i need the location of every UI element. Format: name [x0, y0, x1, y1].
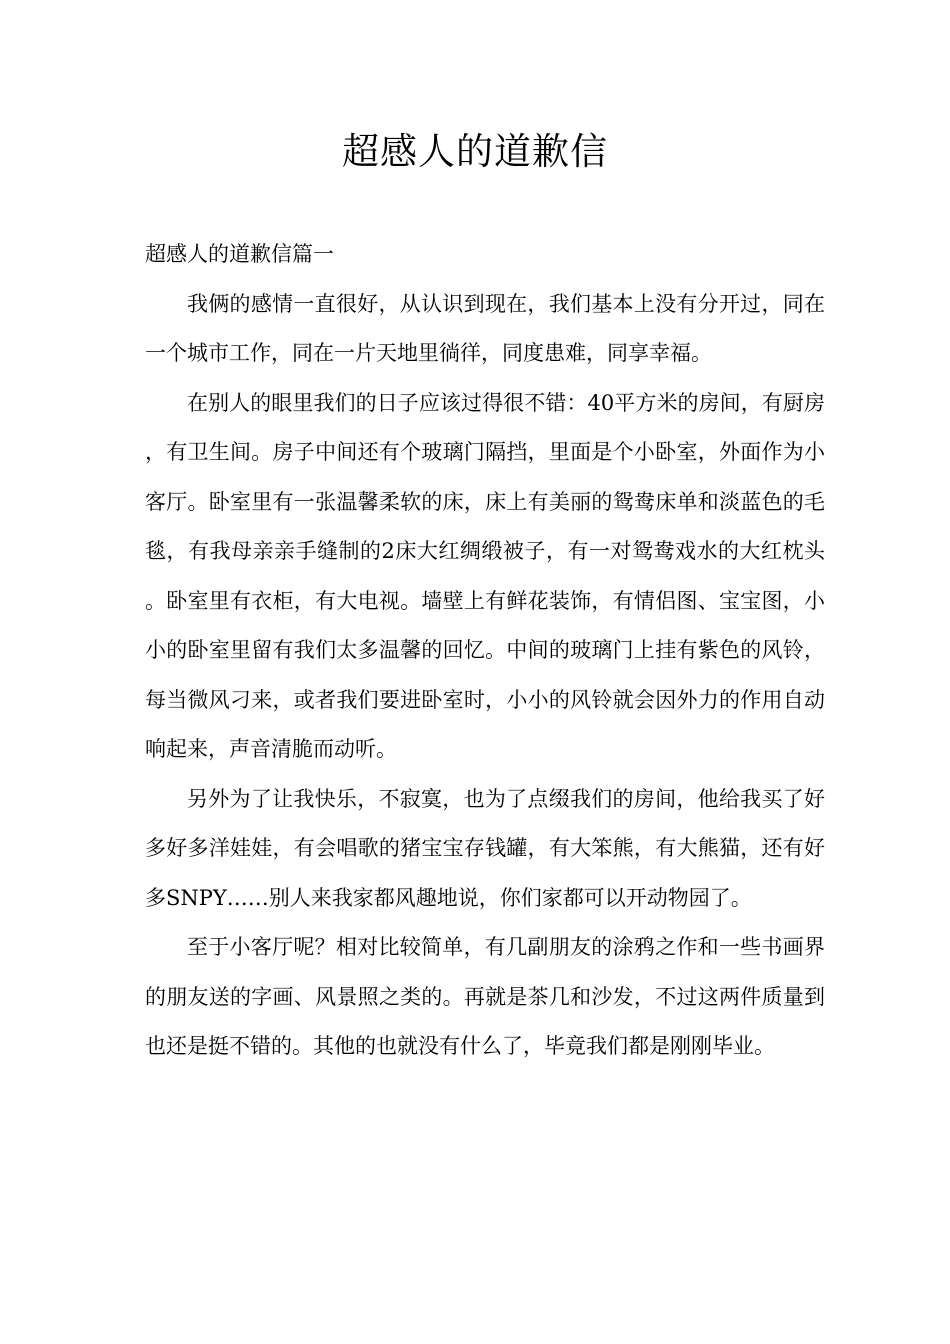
paragraph-3: 另外为了让我快乐，不寂寞，也为了点缀我们的房间，他给我买了好多好多洋娃娃，有会唱歌的猪宝宝存钱罐，有大笨熊，有大熊猫，还有好多SNPY……别人来我家都风趣地说，你们家都可以开动物园了。 — [145, 786, 825, 910]
document-title: 超感人的道歉信 — [342, 130, 608, 173]
document-body — [145, 230, 825, 1072]
paragraph-1: 我俩的感情一直很好，从认识到现在，我们基本上没有分开过，同在一个城市工作，同在一片天地里徜徉，同度患难，同享幸福。 — [145, 291, 825, 365]
section-heading: 超感人的道歉信篇一 — [145, 242, 334, 266]
paragraph-4: 至于小客厅呢？相对比较简单，有几副朋友的涂鸦之作和一些书画界的朋友送的字画、风景照之类的。再就是茶几和沙发，不过这两件质量到也还是挺不错的。其他的也就没有什么了，毕竟我们都是刚刚毕业。 — [145, 935, 825, 1058]
paragraph-2: 在别人的眼里我们的日子应该过得很不错：40平方米的房间，有厨房，有卫生间。房子中间还有个玻璃门隔挡，里面是个小卧室，外面作为小客厅。卧室里有一张温馨柔软的床，床上有美丽的鸳鸯床单和淡蓝色的毛毯，有我母亲亲手缝制的2床大红绸缎被子，有一对鸳鸯戏水的大红枕头。卧室里有衣柜，有大电视。墙壁上有鲜花装饰，有情侣图、宝宝图，小小的卧室里留有我们太多温馨的回忆。中间的玻璃门上挂有紫色的风铃，每当微风刁来，或者我们要进卧室时，小小的风铃就会因外力的作用自动响起来，声音清脆而动听。 — [145, 390, 825, 761]
